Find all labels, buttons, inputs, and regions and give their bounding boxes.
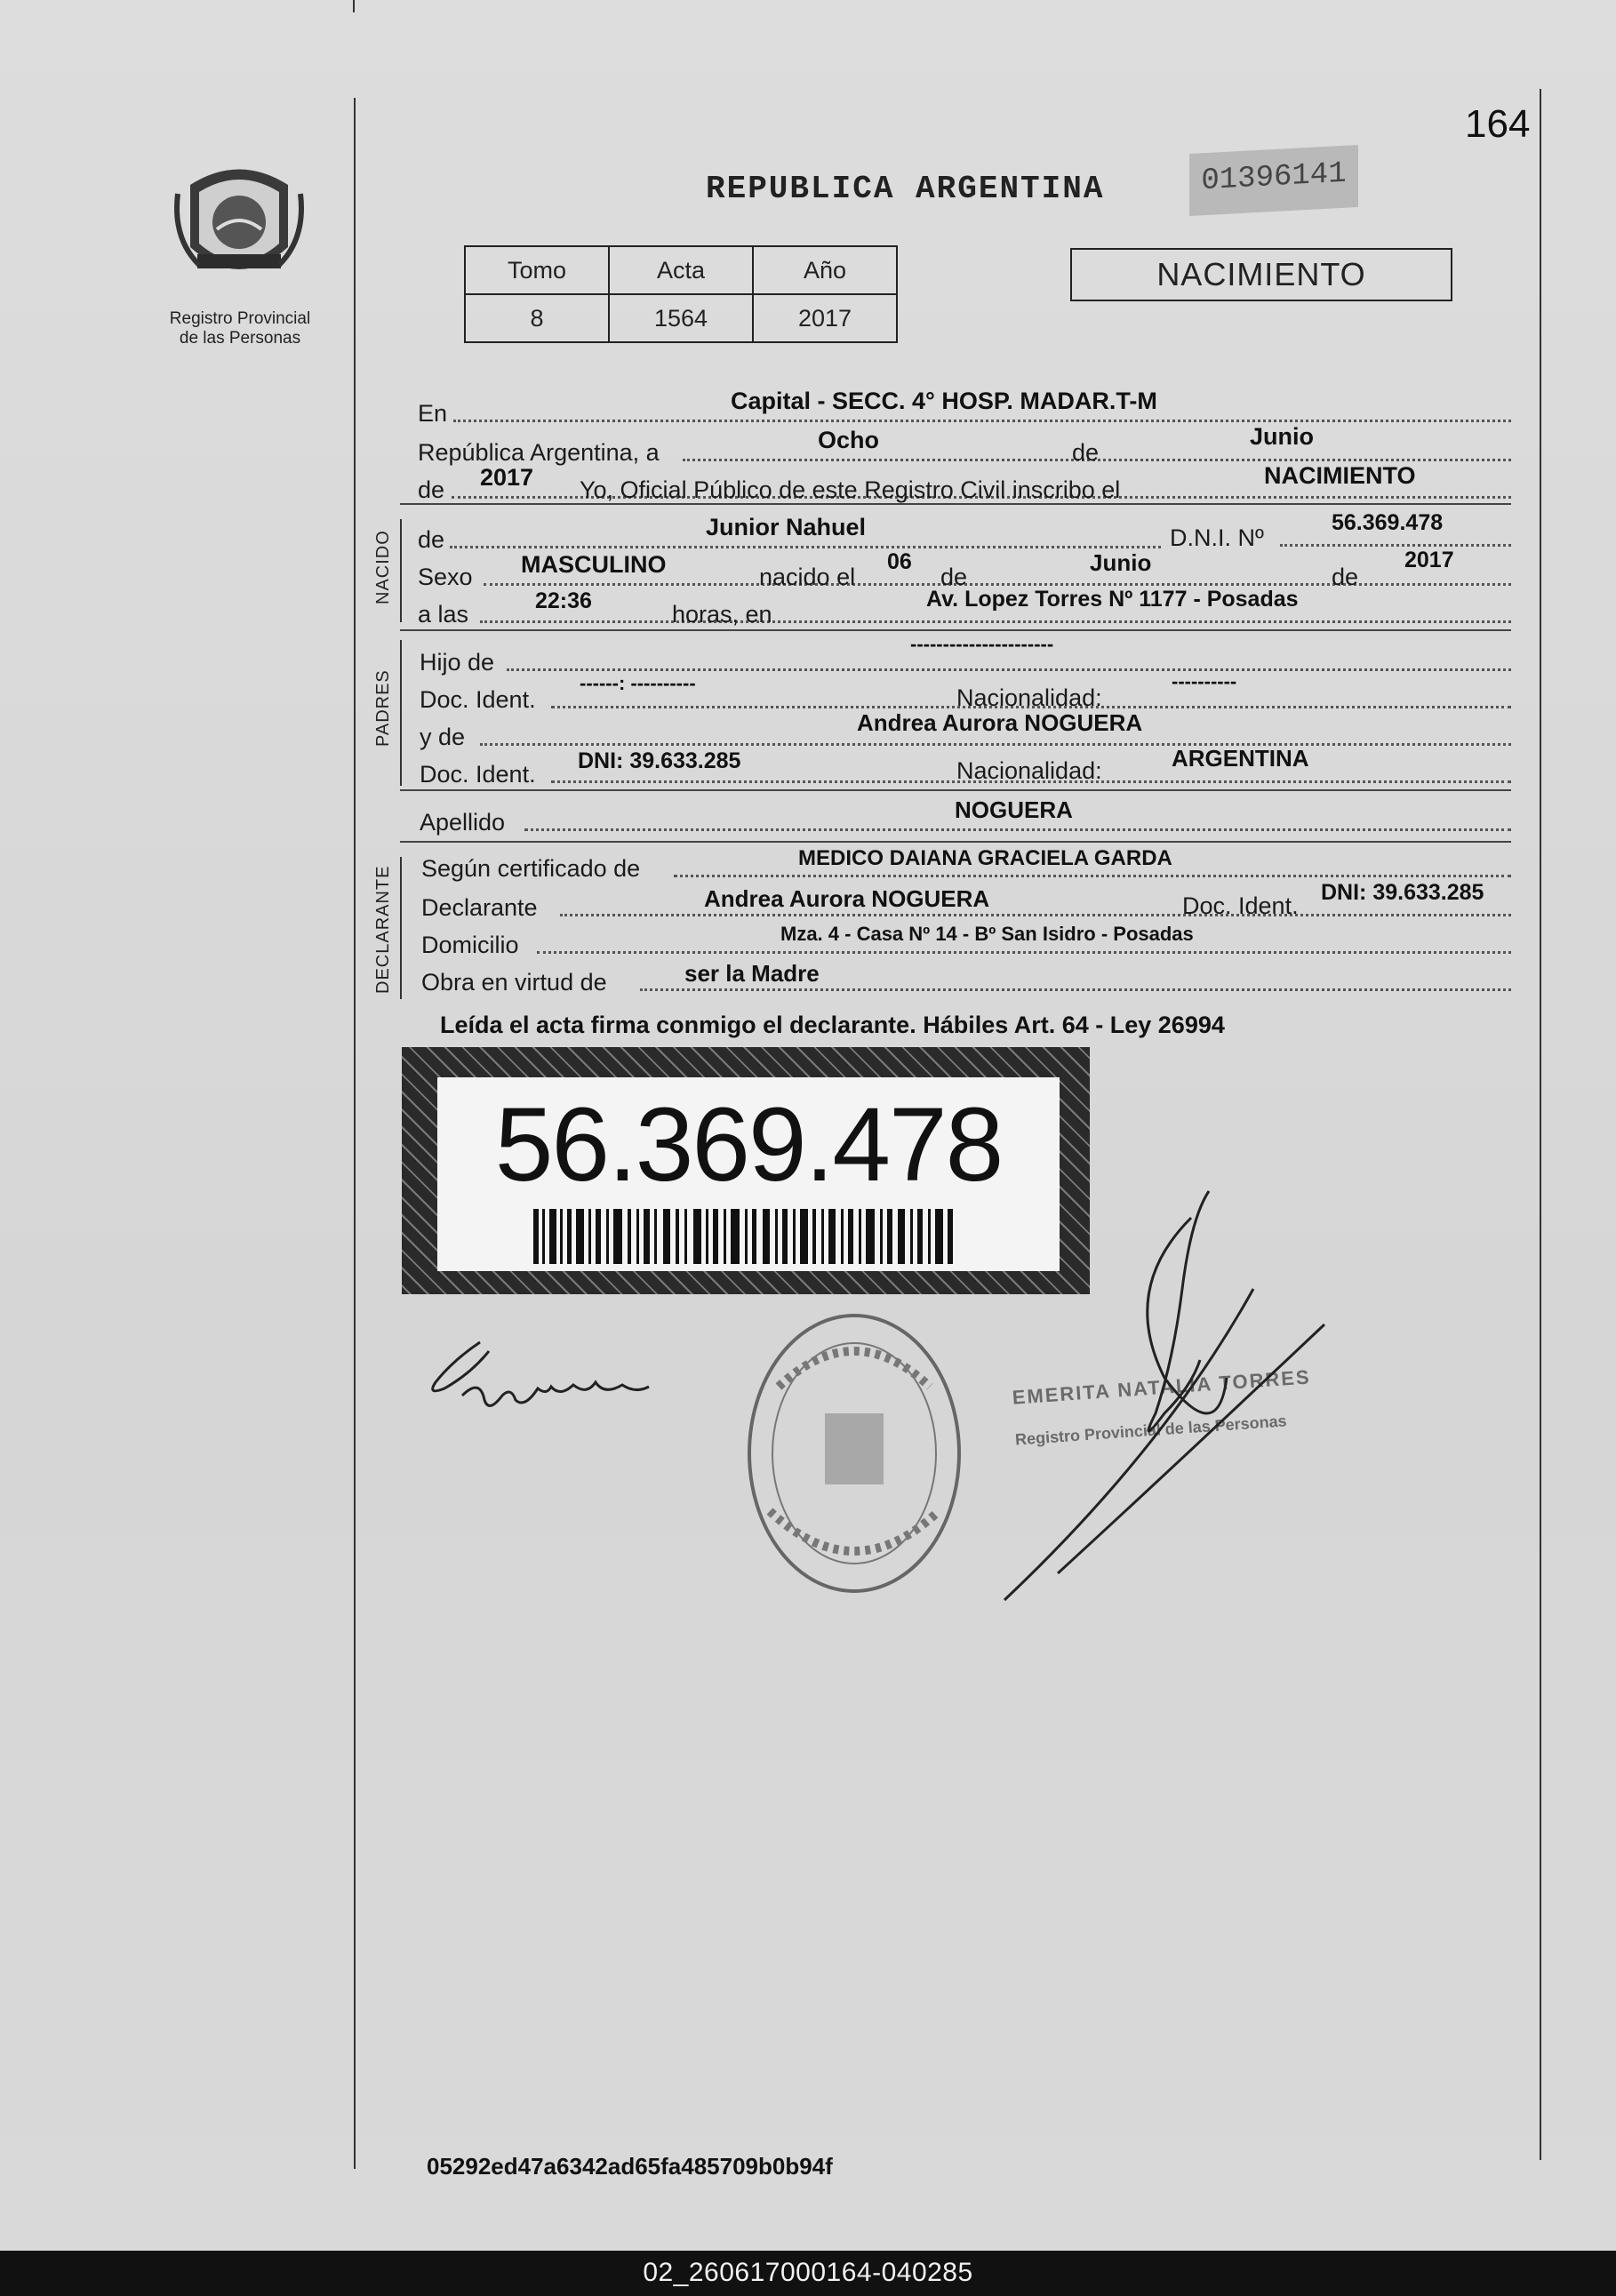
dotted-line xyxy=(480,620,1511,623)
section-divider xyxy=(400,640,402,786)
legal-statement: Leída el acta firma conmigo el declarante. Hábiles Art. 64 - Ley 26994 xyxy=(440,1012,1225,1038)
dni-label: D.N.I. Nº xyxy=(1170,524,1264,551)
section-rule xyxy=(400,503,1511,505)
republica-label: República Argentina, a xyxy=(418,439,660,466)
act-value: NACIMIENTO xyxy=(1264,462,1416,489)
domicilio-value: Mza. 4 - Casa Nº 14 - Bº San Isidro - Posadas xyxy=(780,923,1194,945)
father-name-value: ---------------------- xyxy=(910,633,1054,655)
table-header-acta: Acta xyxy=(609,246,753,294)
hijo-de-label: Hijo de xyxy=(420,649,495,676)
birth-time-value: 22:36 xyxy=(535,588,592,613)
dotted-line xyxy=(453,420,1511,422)
official-stamp: EMERITA NATALIA TORRES Registro Provincial de las Personas xyxy=(1011,1365,1312,1449)
dotted-line xyxy=(560,914,1511,916)
registry-seal-icon xyxy=(743,1307,965,1600)
table-value-anio: 2017 xyxy=(753,294,897,342)
a-las-label: a las xyxy=(418,601,469,628)
province-coat-of-arms-icon xyxy=(172,158,306,292)
mother-name-value: Andrea Aurora NOGUERA xyxy=(857,709,1143,736)
child-dni-value: 56.369.478 xyxy=(1332,510,1444,535)
section-divider xyxy=(400,857,402,999)
domicilio-label: Domicilio xyxy=(421,932,519,958)
footer-code: 02_260617000164-040285 xyxy=(643,2258,973,2287)
birth-day-value: 06 xyxy=(887,549,912,574)
right-margin-line xyxy=(1540,89,1541,2160)
dotted-line xyxy=(480,743,1511,746)
table-value-acta: 1564 xyxy=(609,294,753,342)
de2-label: de xyxy=(418,476,445,503)
y-de-label: y de xyxy=(420,724,466,750)
doc-ident-label-2: Doc. Ident. xyxy=(420,761,536,788)
left-margin-line xyxy=(354,98,356,2169)
obra-label: Obra en virtud de xyxy=(421,969,607,996)
dotted-line xyxy=(640,988,1511,991)
father-nationality-value: ---------- xyxy=(1172,670,1237,692)
barcode-number: 56.369.478 xyxy=(494,1086,1003,1204)
birth-place-value: Av. Lopez Torres Nº 1177 - Posadas xyxy=(926,587,1299,612)
barcode-label xyxy=(437,1077,1060,1271)
barcode-bars xyxy=(533,1209,956,1264)
sexo-label: Sexo xyxy=(418,564,473,590)
mother-nationality-value: ARGENTINA xyxy=(1172,745,1309,772)
en-label: En xyxy=(418,400,448,427)
de-label: de xyxy=(1072,439,1100,466)
sexo-value: MASCULINO xyxy=(521,551,667,578)
certificado-value: MEDICO DAIANA GRACIELA GARDA xyxy=(798,846,1172,870)
declarante-label: Declarante xyxy=(421,894,538,921)
year-value: 2017 xyxy=(480,464,534,491)
section-rule xyxy=(400,841,1511,843)
dotted-line xyxy=(507,668,1511,671)
section-rule xyxy=(400,629,1511,631)
official-signature xyxy=(987,1182,1342,1609)
section-rule xyxy=(400,789,1511,791)
serial-stamp: 01396141 xyxy=(1189,145,1358,216)
padres-side-label: PADRES xyxy=(373,669,393,747)
declarant-signature xyxy=(418,1333,684,1431)
table-value-tomo: 8 xyxy=(465,294,609,342)
section-divider xyxy=(400,519,402,622)
horas-label: horas, en xyxy=(672,601,772,628)
dotted-line xyxy=(537,951,1511,954)
logo-caption: Registro Provincial de las Personas xyxy=(169,309,311,348)
nacido-side-label: NACIDO xyxy=(373,530,393,604)
birth-year-value: 2017 xyxy=(1404,548,1454,572)
footer-bar xyxy=(0,2251,1616,2296)
de-label-2: de xyxy=(940,564,968,590)
father-doc-value: ------: ---------- xyxy=(580,672,696,694)
child-name-value: Junior Nahuel xyxy=(706,514,867,540)
doc-ident-label-3: Doc. Ident. xyxy=(1182,892,1299,919)
month-value: Junio xyxy=(1250,423,1314,450)
apellido-label: Apellido xyxy=(420,809,506,836)
table-header-tomo: Tomo xyxy=(465,246,609,294)
document-hash: 05292ed47a6342ad65fa485709b0b94f xyxy=(427,2153,833,2180)
mother-doc-value: DNI: 39.633.285 xyxy=(578,748,741,773)
dotted-line xyxy=(524,828,1511,831)
nacido-el-label: nacido el xyxy=(759,564,856,590)
doc-ident-label-1: Doc. Ident. xyxy=(420,686,536,713)
dotted-line xyxy=(674,875,1511,877)
declarante-value: Andrea Aurora NOGUERA xyxy=(704,885,990,912)
table-header-anio: Año xyxy=(753,246,897,294)
declarante-doc-value: DNI: 39.633.285 xyxy=(1321,880,1484,905)
dotted-line xyxy=(450,546,1161,548)
act-type-box: NACIMIENTO xyxy=(1070,248,1452,301)
dotted-line xyxy=(1280,544,1511,547)
nacionalidad-label-1: Nacionalidad: xyxy=(956,684,1102,711)
certificado-label: Según certificado de xyxy=(421,855,641,882)
yo-label: Yo, Oficial Público de este Registro Civil inscribo el xyxy=(580,476,1121,503)
birth-month-value: Junio xyxy=(1090,549,1152,576)
declarante-side-label: DECLARANTE xyxy=(373,865,393,994)
document-title: REPUBLICA ARGENTINA xyxy=(706,171,1105,207)
nacido-de-label: de xyxy=(418,526,445,553)
page-number: 164 xyxy=(1465,102,1531,146)
de-label-3: de xyxy=(1332,564,1359,590)
apellido-value: NOGUERA xyxy=(955,796,1073,823)
en-value: Capital - SECC. 4° HOSP. MADAR.T-M xyxy=(731,388,1157,414)
top-tick xyxy=(353,0,355,12)
nacionalidad-label-2: Nacionalidad: xyxy=(956,757,1102,784)
obra-value: ser la Madre xyxy=(684,960,820,987)
registry-table xyxy=(464,245,898,343)
day-value: Ocho xyxy=(818,427,880,453)
